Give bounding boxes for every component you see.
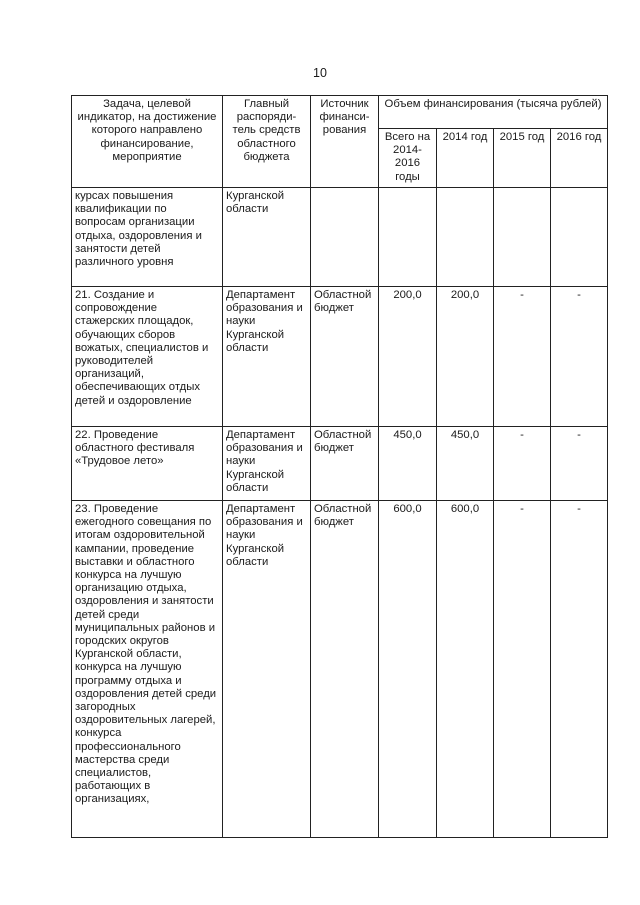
task-cell: курсах повышения квалификации по вопросам организации отдыха, оздоровления и занятости детей различного уровня [72,188,223,287]
header-task: Задача, целевой индикатор, на достижение которого направлено финансирование, мероприятие [72,96,223,188]
source-cell: Областной бюджет [311,287,379,427]
manager-cell: Департамент образования и науки Курганской области [223,501,311,838]
task-cell: 21. Создание и сопровождение стажерских площадок, обучающих сборов вожатых, специалистов и руководителей организаций, обеспечивающих отдых детей и оздоровление [72,287,223,427]
y2014-cell: 200,0 [437,287,494,427]
table-row [72,188,608,287]
financing-table [71,95,608,838]
y2014-cell [437,188,494,287]
y2016-cell: - [551,427,608,501]
header-volume: Объем финансирования (тысяча рублей) [379,96,608,129]
source-cell [311,188,379,287]
y2014-cell: 600,0 [437,501,494,838]
header-2016: 2016 год [551,129,608,188]
table-row [72,427,608,501]
header-2015: 2015 год [494,129,551,188]
task-cell: 23. Проведение ежегодного совещания по итогам оздоровительной кампании, проведение выставки и областного конкурса на лучшую организацию отдыха, оздоровления и занятости детей среди муниципальных районов и городских округов Курганской области, конкурса на лучшую программу отдыха и оздоровления детей среди загородных оздоровительных лагерей, конкурса профессионального мастерства среди специалистов, работающих в организациях, [72,501,223,838]
manager-cell: Курганской области [223,188,311,287]
y2015-cell: - [494,287,551,427]
table-row [72,501,608,838]
y2015-cell: - [494,427,551,501]
header-total: Всего на 2014-2016 годы [379,129,437,188]
header-manager: Главный распоряди-тель средств областного бюджета [223,96,311,188]
y2015-cell: - [494,501,551,838]
header-source: Источник финанси-рования [311,96,379,188]
source-cell: Областной бюджет [311,501,379,838]
total-cell: 450,0 [379,427,437,501]
total-cell [379,188,437,287]
y2016-cell: - [551,287,608,427]
y2015-cell [494,188,551,287]
y2016-cell [551,188,608,287]
task-cell: 22. Проведение областного фестиваля «Трудовое лето» [72,427,223,501]
y2014-cell: 450,0 [437,427,494,501]
manager-cell: Департамент образования и науки Курганской области [223,427,311,501]
source-cell: Областной бюджет [311,427,379,501]
page-number: 10 [313,66,327,80]
header-2014: 2014 год [437,129,494,188]
manager-cell: Департамент образования и науки Курганской области [223,287,311,427]
total-cell: 600,0 [379,501,437,838]
header-row-1 [72,96,608,129]
total-cell: 200,0 [379,287,437,427]
table-row [72,287,608,427]
y2016-cell: - [551,501,608,838]
